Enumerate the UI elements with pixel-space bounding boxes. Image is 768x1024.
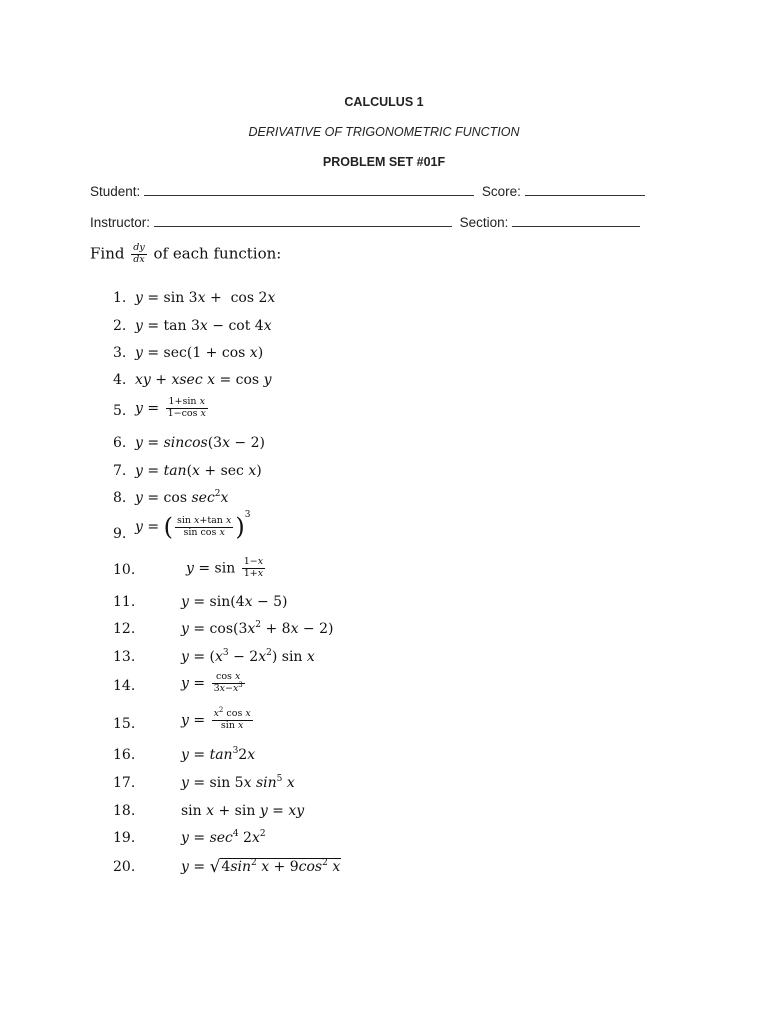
course-title: CALCULUS 1 (344, 95, 424, 109)
problem-17: y = sin 5x $\sin^5 x$ (181, 774, 295, 791)
square-root: $√4\sin^2$ $x + 9\cos^2$ x (209, 857, 341, 877)
problem-number: 3. (113, 345, 127, 361)
section-label: Section: (459, 215, 509, 230)
fraction: $\frac{x^2 \cos x}{\text{sin x}}$ (213, 706, 251, 731)
problem-number: 11. (113, 594, 136, 610)
problem-number: 9. (113, 526, 127, 542)
problem-15: y = $\frac{x^2 \cos x}{\text{sin x}}$ (181, 706, 251, 731)
fraction: $\frac{1-x}{1+x}$ (243, 556, 264, 579)
problem-13: $y = (x^3 - 2x^2)$ sin x (181, 648, 315, 665)
problem-number: 6. (113, 435, 127, 451)
problem-number: 4. (113, 372, 127, 388)
problem-number: 20. (113, 859, 136, 875)
problem-2: y = tan 3x − cot 4x (135, 318, 272, 334)
problem-7: y = tan(x + sec x) (135, 463, 262, 479)
problem-set-title: PROBLEM SET #01F (322, 155, 446, 169)
frac-num: dy (133, 242, 145, 253)
problem-18: sin x + sin y = xy (181, 803, 305, 819)
dy-dx-fraction (131, 243, 146, 266)
fraction: $\frac{\text{1+sin x}}{\text{1−cos x}}$ (167, 396, 206, 419)
problem-number: 17. (113, 775, 136, 791)
problem-number: 12. (113, 621, 136, 637)
problem-20: $y = √4\sin^2$ $x + 9\cos^2$ x (181, 857, 341, 877)
score-label: Score: (481, 184, 521, 199)
problem-19: $y = \sec^4 2x^2$ (181, 829, 266, 846)
problem-number: 10. (113, 562, 136, 578)
problem-number: 16. (113, 747, 136, 763)
instructor-label: Instructor: (90, 215, 151, 230)
problem-16: $y = \tan^32x$ (181, 746, 256, 763)
instruction (90, 243, 281, 266)
problem-number: 18. (113, 803, 136, 819)
problem-number: 2. (113, 318, 127, 334)
problem-5: y = $\frac{\text{1+sin x}}{\text{1−cos x}}$ (135, 396, 206, 419)
problem-number: 19. (113, 830, 136, 846)
instructor-row (90, 215, 640, 230)
fraction: $\frac{\text{cos x}}{3x-x^3}$ (213, 671, 243, 694)
problem-12: $y = \cos(3x^2 + 8x - 2)$ (181, 620, 334, 637)
problem-1: y = sin 3x + cos 2x (135, 290, 276, 306)
problem-6: y = sincos(3x − 2) (135, 435, 265, 451)
topic-title: DERIVATIVE OF TRIGONOMETRIC FUNCTION (248, 125, 520, 139)
problem-11: y = sin(4x − 5) (181, 594, 288, 610)
problem-number: 1. (113, 290, 127, 306)
problem-3: y = sec(1 + cos x) (135, 345, 264, 361)
section-blank[interactable] (512, 215, 640, 227)
problem-number: 13. (113, 649, 136, 665)
problem-8: $y = \cos \sec^2x$ (135, 489, 229, 506)
problem-4: xy + xsec x = cos y (135, 372, 272, 388)
problem-number: 8. (113, 490, 127, 506)
problem-9: y = ( $\frac{\text{sin x+tan x}}{\text{sin cos x}}$ )$^3$ (135, 510, 251, 541)
fraction: $\frac{\text{sin x+tan x}}{\text{sin cos x}}$ (176, 514, 232, 538)
student-label: Student: (90, 184, 141, 199)
score-blank[interactable] (525, 184, 645, 196)
student-blank[interactable] (144, 184, 474, 196)
problem-10: y = sin $\frac{1-x}{1+x}$ (186, 556, 264, 579)
problem-number: 7. (113, 463, 127, 479)
instruction-prefix: Find (90, 244, 125, 263)
instructor-blank[interactable] (154, 215, 452, 227)
student-row (90, 184, 645, 199)
problem-14: y = $\frac{\text{cos x}}{3x-x^3}$ (181, 671, 243, 694)
problem-number: 15. (113, 716, 136, 732)
problem-number: 5. (113, 403, 127, 419)
frac-den: dx (133, 253, 145, 265)
instruction-suffix: of each function: (153, 244, 282, 263)
problem-number: 14. (113, 678, 136, 694)
